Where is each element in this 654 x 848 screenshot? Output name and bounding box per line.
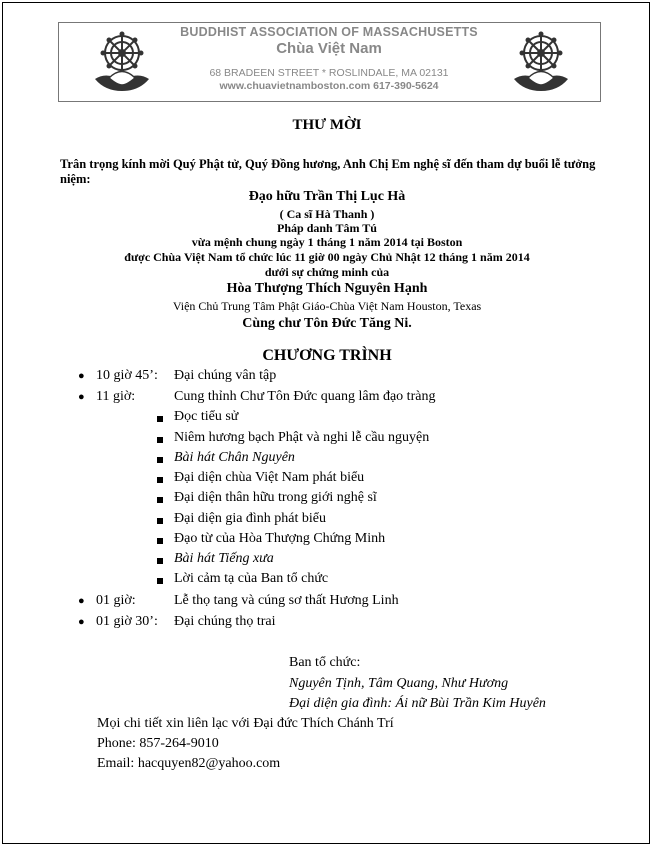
- honoree-stage-name: ( Ca sĩ Hà Thanh ): [279, 207, 375, 221]
- officiant-name: Hòa Thượng Thích Nguyên Hạnh: [226, 281, 428, 296]
- org-name: BUDDHIST ASSOCIATION OF MASSACHUSETTS: [180, 25, 478, 39]
- subitem: Đại diện gia đình phát biểu: [174, 511, 327, 526]
- passing-date: vừa mệnh chung ngày 1 tháng 1 năm 2014 tại Boston: [191, 235, 463, 249]
- address: 68 BRADEEN STREET * ROSLINDALE, MA 02131: [209, 67, 449, 79]
- bullet-icon: ●: [78, 391, 85, 403]
- dharma-wheel-lotus-icon: [506, 29, 576, 97]
- family-representative: Đại diện gia đình: Ái nữ Bùi Trần Kim Huyên: [289, 696, 546, 711]
- program-time: 10 giờ 45’:: [96, 368, 158, 383]
- letterhead: [58, 22, 601, 102]
- program-time: 01 giờ:: [96, 593, 136, 608]
- organizers-names: Nguyên Tịnh, Tâm Quang, Như Hương: [289, 676, 509, 691]
- website-phone: www.chuavietnamboston.com 617-390-5624: [219, 80, 439, 92]
- program-time: 11 giờ:: [96, 389, 136, 404]
- subitem: Đại diện chùa Việt Nam phát biểu: [174, 470, 365, 485]
- subitem: Niêm hương bạch Phật và nghi lễ cầu nguyện: [174, 430, 430, 445]
- square-bullet-icon: [157, 457, 163, 463]
- program-desc: Lễ thọ tang và cúng sơ thất Hương Linh: [174, 593, 399, 608]
- subitem: Đọc tiểu sử: [174, 409, 239, 424]
- witness-intro: dưới sự chứng minh của: [264, 265, 390, 279]
- sangha-line: Cùng chư Tôn Đức Tăng Ni.: [242, 316, 412, 331]
- subitem: Đạo từ của Hòa Thượng Chứng Minh: [174, 531, 386, 546]
- subitem: Lời cảm tạ của Ban tổ chức: [174, 571, 329, 586]
- square-bullet-icon: [157, 416, 163, 422]
- bullet-icon: ●: [78, 370, 85, 382]
- subitem: Đại diện thân hữu trong giới nghệ sĩ: [174, 490, 377, 505]
- square-bullet-icon: [157, 497, 163, 503]
- square-bullet-icon: [157, 477, 163, 483]
- organizers-label: Ban tổ chức:: [289, 655, 361, 670]
- intro-text: Trân trọng kính mời Quý Phật tử, Quý Đồng hương, Anh Chị Em nghệ sĩ đến tham dự buổi lễ tưởng niệm:: [60, 157, 596, 186]
- program-desc: Đại chúng vân tập: [174, 368, 277, 383]
- bullet-icon: ●: [78, 595, 85, 607]
- program-desc: Đại chúng thọ trai: [174, 614, 276, 629]
- officiant-title: Viện Chủ Trung Tâm Phật Giáo-Chùa Việt Nam Houston, Texas: [172, 299, 482, 313]
- square-bullet-icon: [157, 538, 163, 544]
- dharma-name: Pháp danh Tâm Tú: [277, 221, 377, 235]
- email-line[interactable]: Email: hacquyen82@yahoo.com: [97, 756, 281, 771]
- program-title: CHƯƠNG TRÌNH: [262, 347, 392, 364]
- bullet-icon: ●: [78, 616, 85, 628]
- square-bullet-icon: [157, 437, 163, 443]
- dharma-wheel-lotus-icon: [87, 29, 157, 97]
- subitem: Bài hát Tiếng xưa: [174, 551, 274, 566]
- square-bullet-icon: [157, 518, 163, 524]
- subitem: Bài hát Chân Nguyên: [174, 450, 295, 465]
- square-bullet-icon: [157, 558, 163, 564]
- contact-line: Mọi chi tiết xin liên lạc với Đại đức Thích Chánh Trí: [97, 716, 394, 731]
- square-bullet-icon: [157, 578, 163, 584]
- phone-line: Phone: 857-264-9010: [97, 736, 219, 751]
- temple-name: Chùa Việt Nam: [276, 40, 382, 57]
- honoree-name: Đạo hữu Trần Thị Lục Hà: [248, 189, 406, 204]
- page-title: THƯ MỜI: [292, 117, 362, 133]
- program-time: 01 giờ 30’:: [96, 614, 158, 629]
- program-desc: Cung thỉnh Chư Tôn Đức quang lâm đạo tràng: [174, 389, 436, 404]
- ceremony-date: được Chùa Việt Nam tổ chức lúc 11 giờ 00 ngày Chủ Nhật 12 tháng 1 năm 2014: [124, 250, 530, 264]
